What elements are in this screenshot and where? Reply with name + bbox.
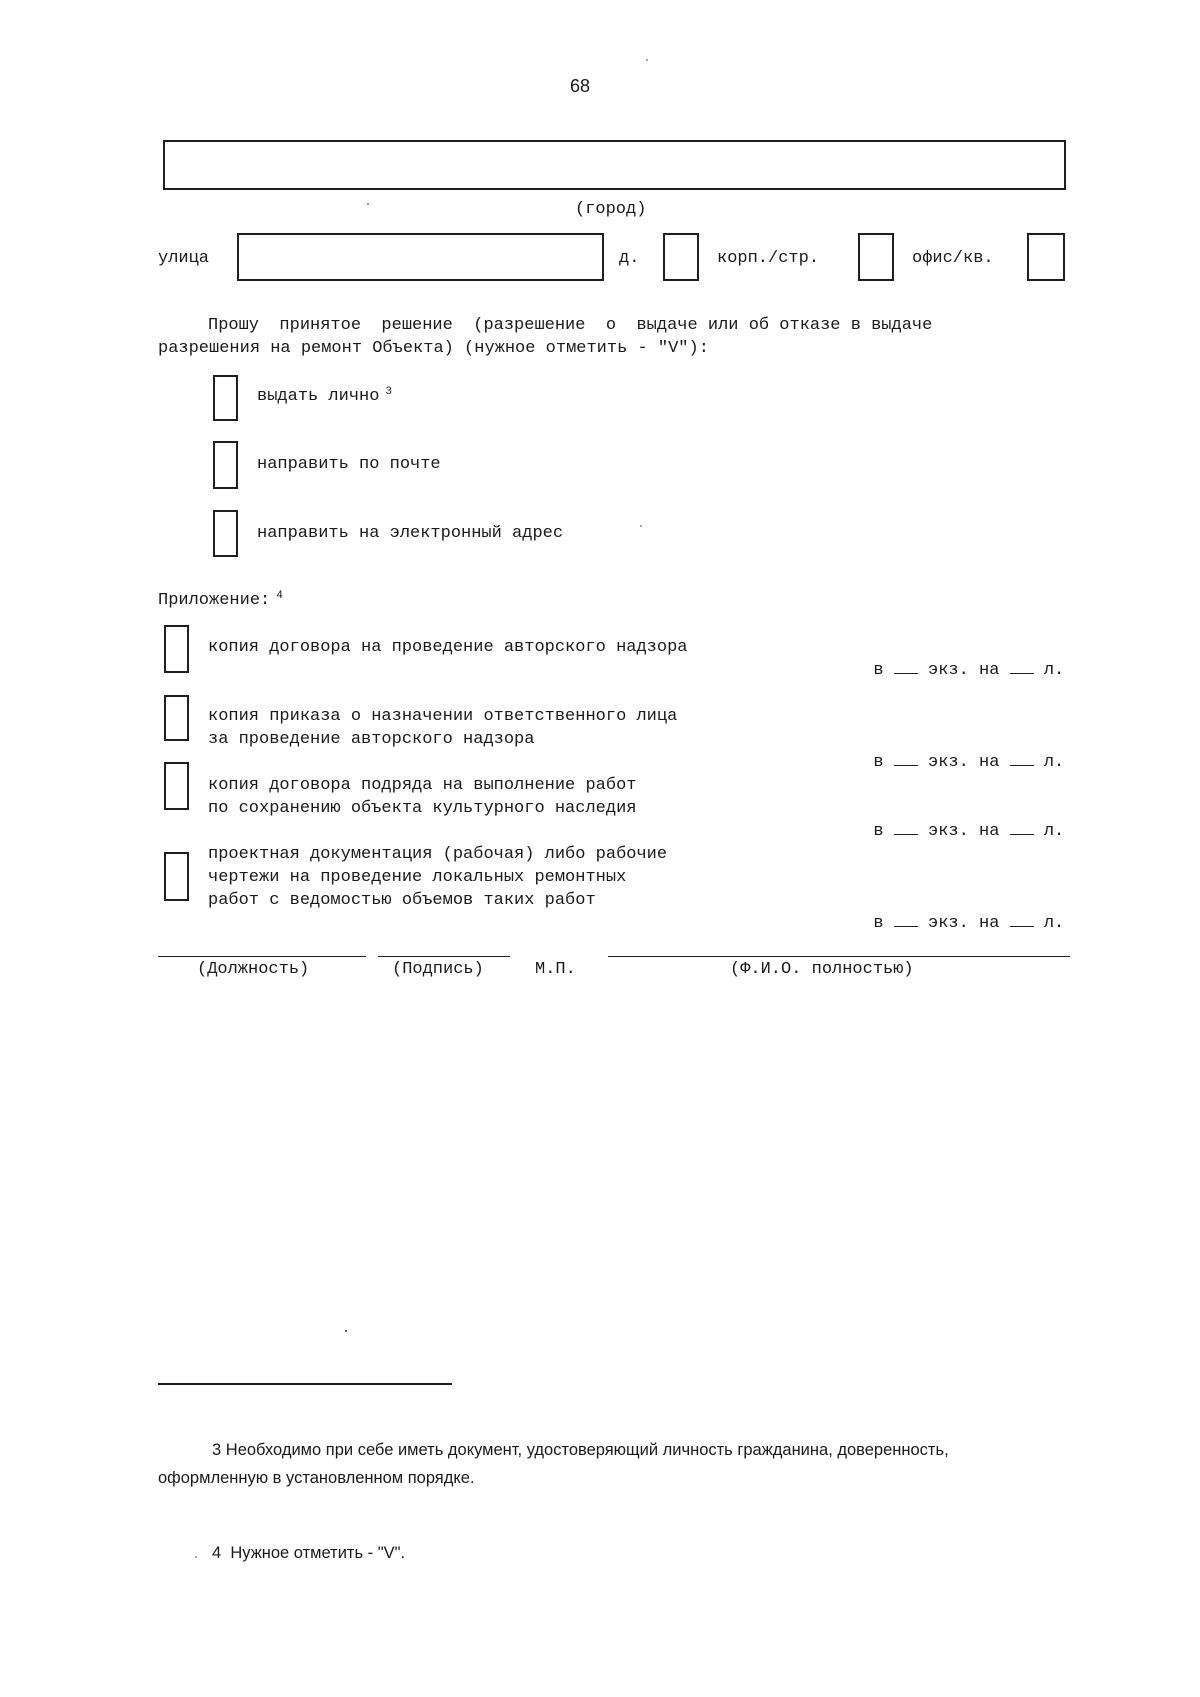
office-label: офис/кв. (912, 249, 994, 268)
attachment-3-copies: в экз. на л. (873, 822, 1065, 841)
attachment-4-line-3: работ с ведомостью объемов таких работ (208, 891, 596, 910)
attachment-4-line-2: чертежи на проведение локальных ремонтных (208, 868, 627, 887)
footnote-3: 3 Необходимо при себе иметь документ, удостоверяющий личность гражданина, доверенность, (212, 1441, 949, 1459)
attachment-checkbox-2[interactable] (164, 695, 189, 741)
house-field[interactable] (663, 233, 699, 281)
scan-speck (345, 1330, 347, 1332)
attachments-title: Приложение: $^4$ (158, 590, 283, 610)
option-checkbox-mail[interactable] (213, 441, 238, 489)
sheets-blank[interactable] (1010, 751, 1034, 766)
attachment-4-copies: в экз. на л. (873, 914, 1065, 933)
scan-speck (367, 203, 369, 205)
footnote-ref-4: 4 (276, 590, 283, 602)
request-line-1: Прошу принятое решение (разрешение о выдаче или об отказе в выдаче (208, 316, 933, 335)
position-caption: (Должность) (197, 960, 310, 979)
attachment-3-line-1: копия договора подряда на выполнение работ (208, 776, 637, 795)
street-field[interactable] (237, 233, 604, 281)
name-caption: (Ф.И.О. полностью) (730, 960, 914, 979)
name-line[interactable] (608, 956, 1070, 957)
attachment-1-text: копия договора на проведение авторского надзора (208, 638, 688, 657)
copies-blank[interactable] (894, 820, 918, 835)
request-line-2: разрешения на ремонт Объекта) (нужное отметить - "V"): (158, 339, 709, 358)
attachment-2-copies: в экз. на л. (873, 753, 1065, 772)
building-label: корп./стр. (717, 249, 820, 268)
attachment-2-line-2: за проведение авторского надзора (208, 730, 535, 749)
footnote-4: 4 Нужное отметить - "V". (212, 1544, 406, 1562)
attachment-4-line-1: проектная документация (рабочая) либо рабочие (208, 845, 668, 864)
copies-blank[interactable] (894, 751, 918, 766)
building-field[interactable] (858, 233, 894, 281)
attachment-1-copies: в экз. на л. (873, 661, 1065, 680)
attachment-2-line-1: копия приказа о назначении ответственного лица (208, 707, 678, 726)
scan-speck (646, 59, 648, 61)
attachment-checkbox-3[interactable] (164, 762, 189, 810)
attachment-checkbox-4[interactable] (164, 852, 189, 901)
office-field[interactable] (1027, 233, 1065, 281)
option-checkbox-personal[interactable] (213, 375, 238, 421)
option-email-label: направить на электронный адрес (257, 524, 564, 543)
signature-caption: (Подпись) (392, 960, 484, 979)
city-field[interactable] (163, 140, 1066, 190)
attachment-3-line-2: по сохранению объекта культурного наследия (208, 799, 637, 818)
sheets-blank[interactable] (1010, 912, 1034, 927)
footnote-ref-3: 3 (385, 386, 393, 398)
city-caption: (город) (575, 200, 647, 219)
scan-speck (640, 525, 642, 527)
option-checkbox-email[interactable] (213, 510, 238, 557)
stamp-caption: М.П. (535, 960, 576, 979)
position-line[interactable] (158, 956, 366, 957)
option-personal-label: выдать лично $^3$ (257, 386, 393, 406)
page-number: 68 (569, 76, 591, 96)
attachment-checkbox-1[interactable] (164, 625, 189, 673)
copies-blank[interactable] (894, 659, 918, 674)
signature-line[interactable] (378, 956, 510, 957)
street-label: улица (158, 249, 210, 268)
scan-speck (195, 1556, 197, 1558)
copies-blank[interactable] (894, 912, 918, 927)
footnote-3-continuation: оформленную в установленном порядке. (158, 1469, 475, 1487)
sheets-blank[interactable] (1010, 820, 1034, 835)
house-label: д. (619, 249, 640, 268)
footnote-separator (158, 1383, 452, 1385)
sheets-blank[interactable] (1010, 659, 1034, 674)
option-mail-label: направить по почте (257, 455, 441, 474)
